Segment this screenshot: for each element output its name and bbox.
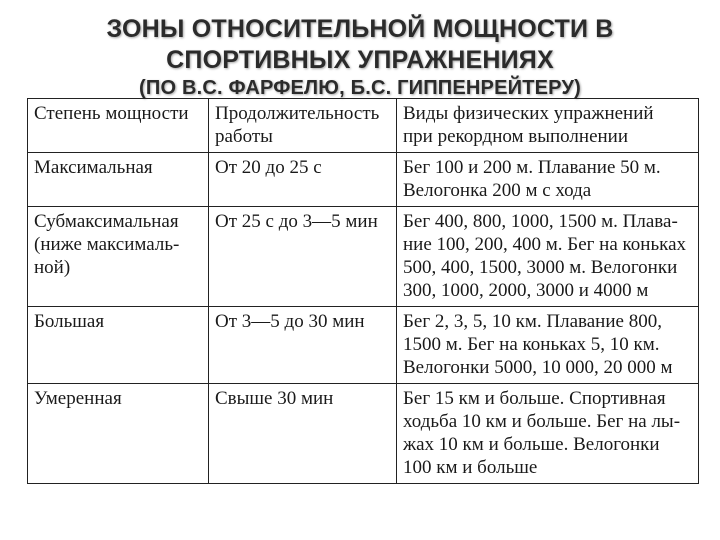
title-line-1: ЗОНЫ ОТНОСИТЕЛЬНОЙ МОЩНОСТИ В [106,15,614,43]
duration-text: От 3—5 до 30 мин [215,311,365,332]
header-duration-text: Продолжительность работы [215,103,380,147]
header-cell-exercises [397,99,699,153]
cell-power [28,153,209,207]
cell-exercises [397,307,699,384]
cell-exercises [397,384,699,484]
title-attribution: (ПО В.С. ФАРФЕЛЮ, Б.С. ГИППЕНРЕЙТЕРУ) [139,77,581,99]
header-cell-power [28,99,209,153]
cell-duration [209,207,397,307]
table-row [28,207,699,307]
header-exercises-text: Виды физических упражнений при рекордном выполнении [403,103,654,147]
cell-power [28,207,209,307]
cell-exercises [397,207,699,307]
cell-exercises [397,153,699,207]
title-line-2: СПОРТИВНЫХ УПРАЖНЕНИЯХ [166,46,554,74]
header-power-text: Степень мощности [34,103,189,124]
power-level-text: Большая [34,311,105,332]
exercises-text: Бег 100 и 200 м. Плавание 50 м. Велогонка 200 м с хода [403,157,661,201]
cell-duration [209,153,397,207]
power-level-text: Максимальная [34,157,153,178]
power-level-text: Умеренная [34,388,122,409]
duration-text: От 20 до 25 с [215,157,322,178]
power-level-text: Субмаксимальная (ниже максималь- ной) [34,211,180,278]
header-cell-duration [209,99,397,153]
power-zones-table [27,98,699,484]
duration-text: Свыше 30 мин [215,388,334,409]
exercises-text: Бег 15 км и больше. Спортивная ходьба 10 км и больше. Бег на лы- жах 10 км и больше. Велогонки 100 км и больше [403,388,681,478]
duration-text: От 25 с до 3—5 мин [215,211,378,232]
exercises-text: Бег 400, 800, 1000, 1500 м. Плава- ние 100, 200, 400 м. Бег на коньках 500, 400, 1500, 3000 м. Велогонки 300, 1000, 2000, 3000 и 4000 м [403,211,687,301]
table-row [28,153,699,207]
exercises-text: Бег 2, 3, 5, 10 км. Плавание 800, 1500 м. Бег на коньках 5, 10 км. Велогонки 5000, 10 000, 20 000 м [403,311,673,378]
slide-title [0,14,720,100]
table-row [28,384,699,484]
cell-duration [209,307,397,384]
cell-power [28,307,209,384]
table-row [28,307,699,384]
table-header-row [28,99,699,153]
cell-power [28,384,209,484]
cell-duration [209,384,397,484]
